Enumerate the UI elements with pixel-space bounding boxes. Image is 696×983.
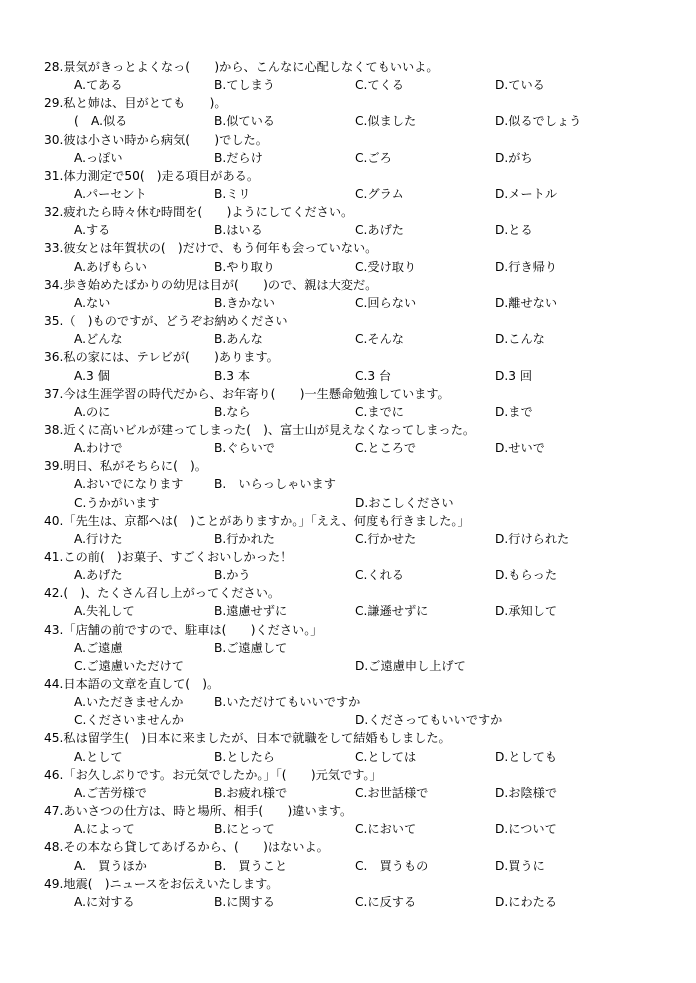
option-a: A.てある <box>74 78 123 93</box>
option-b: B.に関する <box>214 894 275 909</box>
question-stem: 33.彼女とは年賀状の( )だけで、もう何年も会っていない。 <box>44 241 378 256</box>
option-a: A.する <box>74 223 111 238</box>
option-c: C.グラム <box>355 187 404 202</box>
option-c: C.において <box>355 822 417 837</box>
option-d: D.行けられた <box>495 531 570 546</box>
option-d: D.ご遠慮申し上げて <box>355 658 466 673</box>
question-sheet <box>0 58 696 911</box>
option-d: D.もらった <box>495 568 558 583</box>
question-stem: 30.彼は小さい時から病気( )でした。 <box>44 132 268 147</box>
option-a: A.のに <box>74 404 111 419</box>
question-item <box>0 385 696 421</box>
option-d: D.ている <box>495 78 545 93</box>
option-c: C.に反する <box>355 894 417 909</box>
question-stem: 37.今は生涯学習の時代だから、お年寄り( )一生懸命勉強しています。 <box>44 386 450 401</box>
question-stem: 41.この前( )お菓子、すごくおいしかった！ <box>44 550 293 564</box>
question-item <box>0 766 696 802</box>
question-item <box>0 584 696 620</box>
answer-options <box>0 221 696 239</box>
option-d: D.にわたる <box>495 894 558 909</box>
option-a: A.失礼して <box>74 604 135 619</box>
option-a: A.ご遠慮 <box>74 640 123 655</box>
option-d: D.おこしください <box>355 495 454 510</box>
option-b: B.なら <box>214 404 251 419</box>
question-stem: 40.「先生は、京都へは( )ことがありますか。」「ええ、何度も行きました。」 <box>44 513 470 528</box>
question-stem: 35.（ )ものですが、どうぞお納めください <box>44 314 288 329</box>
question-item <box>0 729 696 765</box>
question-stem: 29.私と姉は、目がとても )。 <box>44 96 227 111</box>
question-stem: 45.私は留学生( )日本に来ましたが、日本で就職をして結婚もしました。 <box>44 731 451 746</box>
option-d: D.について <box>495 822 557 837</box>
option-c: C.ごろ <box>355 150 392 165</box>
question-stem: 47.あいさつの仕方は、時と場所、相手( )違います。 <box>44 804 353 819</box>
option-b: B.似ている <box>214 114 275 129</box>
option-c: C.としては <box>355 749 417 764</box>
question-item <box>0 312 696 348</box>
option-b: B.あんな <box>214 332 263 347</box>
option-d: D.がち <box>495 150 533 165</box>
option-d: D.こんな <box>495 332 545 347</box>
question-stem: 28.景気がきっとよくなっ( )から、こんなに心配しなくてもいいよ。 <box>44 60 439 74</box>
option-c: C.あげた <box>355 223 404 238</box>
option-b: B.てしまう <box>214 78 275 93</box>
question-stem: 44.日本語の文章を直して( )。 <box>44 677 220 692</box>
option-b: B.はいる <box>214 223 263 238</box>
option-a: A.っぽい <box>74 150 123 165</box>
question-item <box>0 239 696 275</box>
option-a: A.パーセント <box>74 187 147 202</box>
option-b: B.お疲れ様で <box>214 785 288 800</box>
option-c: C.てくる <box>355 78 404 93</box>
option-d: D.まで <box>495 404 533 419</box>
option-b: B.ぐらいで <box>214 441 275 456</box>
answer-options <box>0 693 696 711</box>
question-item <box>0 875 696 911</box>
answer-options <box>0 494 696 512</box>
option-b: B.にとって <box>214 822 275 837</box>
answer-options <box>0 367 696 385</box>
question-item <box>0 131 696 167</box>
option-c: C.くれる <box>355 568 404 583</box>
option-d: D.似るでしょう <box>495 114 582 129</box>
answer-options <box>0 566 696 584</box>
question-item <box>0 802 696 838</box>
option-a: A.どんな <box>74 332 123 347</box>
option-b: B.遠慮せずに <box>214 604 288 619</box>
answer-options <box>0 639 696 657</box>
question-item <box>0 421 696 457</box>
option-a: A.わけで <box>74 441 123 456</box>
question-item <box>0 203 696 239</box>
option-c: C.似ました <box>355 114 417 129</box>
question-stem: 39.明日、私がそちらに( )。 <box>44 459 207 474</box>
option-d: D.せいで <box>495 441 545 456</box>
answer-options <box>0 530 696 548</box>
option-c: C.そんな <box>355 332 404 347</box>
question-item <box>0 276 696 312</box>
option-a: A.行けた <box>74 531 123 546</box>
option-b: B.行かれた <box>214 531 275 546</box>
question-stem: 34.歩き始めたばかりの幼児は目が( )ので、親は大変だ。 <box>44 277 378 292</box>
answer-options <box>0 76 696 94</box>
option-d: D.お陰様で <box>495 785 558 800</box>
option-b: B.きかない <box>214 295 275 310</box>
question-item <box>0 167 696 203</box>
question-item <box>0 348 696 384</box>
question-stem: 42.( )、たくさん召し上がってください。 <box>44 586 281 601</box>
option-c: C.くださいませんか <box>74 713 184 728</box>
option-a: A.ご苦労様で <box>74 785 147 800</box>
question-stem: 32.疲れたら時々休む時間を( )ようにしてください。 <box>44 205 354 220</box>
option-b: B.ミリ <box>214 187 251 202</box>
option-b: B.やり取り <box>214 259 275 274</box>
option-d: D.メートル <box>495 187 558 202</box>
option-d: D.3 回 <box>495 368 533 383</box>
option-a: A.3 個 <box>74 368 110 383</box>
answer-options <box>0 258 696 276</box>
option-c: C.回らない <box>355 295 417 310</box>
answer-options <box>0 185 696 203</box>
option-b: B. いらっしゃいます <box>214 477 336 492</box>
question-item <box>0 94 696 130</box>
option-b: B. 買うこと <box>214 858 288 873</box>
option-a: ( A.似る <box>74 114 128 129</box>
option-c: C. 買うもの <box>355 858 429 873</box>
answer-options <box>0 784 696 802</box>
option-c: C.行かせた <box>355 531 417 546</box>
question-item <box>0 621 696 675</box>
option-c: C.ご遠慮いただけて <box>74 658 184 673</box>
option-d: D.としても <box>495 749 558 764</box>
answer-options <box>0 857 696 875</box>
question-item <box>0 548 696 584</box>
answer-options <box>0 294 696 312</box>
option-a: A.ない <box>74 295 111 310</box>
answer-options <box>0 149 696 167</box>
question-item <box>0 512 696 548</box>
option-d: D.離せない <box>495 295 558 310</box>
option-a: A.あげもらい <box>74 259 147 274</box>
option-c: C.受け取り <box>355 259 417 274</box>
question-stem: 48.その本なら貸してあげるから、( )はないよ。 <box>44 840 329 855</box>
question-item <box>0 457 696 511</box>
question-item <box>0 838 696 874</box>
question-item <box>0 58 696 94</box>
option-c: C.3 台 <box>355 368 392 383</box>
option-c: C.うかがいます <box>74 495 160 510</box>
question-item <box>0 675 696 729</box>
answer-options <box>0 439 696 457</box>
option-c: C.お世話様で <box>355 785 429 800</box>
answer-options <box>0 403 696 421</box>
answer-options <box>0 711 696 729</box>
answer-options <box>0 893 696 911</box>
question-stem: 36.私の家には、テレビが( )あります。 <box>44 350 279 365</box>
option-d: D.とる <box>495 223 533 238</box>
answer-options <box>0 475 696 493</box>
option-d: D.行き帰り <box>495 259 558 274</box>
question-stem: 38.近くに高いビルが建ってしまった( )、富士山が見えなくなってしまった。 <box>44 422 476 437</box>
option-d: D.くださってもいいですか <box>355 713 503 728</box>
option-d: D.承知して <box>495 604 558 619</box>
answer-options <box>0 602 696 620</box>
option-a: A.によって <box>74 822 135 837</box>
option-c: C.謙遜せずに <box>355 604 429 619</box>
answer-options <box>0 748 696 766</box>
option-b: B.ご遠慮して <box>214 640 288 655</box>
question-stem: 31.体力測定で50( )走る項目がある。 <box>44 168 260 183</box>
question-stem: 49.地震( )ニュースをお伝えいたします。 <box>44 876 279 891</box>
option-a: A.おいでになります <box>74 477 184 492</box>
option-b: B.としたら <box>214 749 275 764</box>
option-a: A.いただきませんか <box>74 695 184 710</box>
question-stem: 46.「お久しぶりです。お元気でしたか。」「( )元気です。」 <box>44 767 382 782</box>
answer-options <box>0 330 696 348</box>
option-a: A. 買うほか <box>74 858 147 873</box>
option-b: B.だらけ <box>214 150 263 165</box>
question-stem: 43.「店舗の前ですので、駐車は( )ください。」 <box>44 622 323 637</box>
option-d: D.買うに <box>495 858 545 873</box>
answer-options <box>0 820 696 838</box>
option-a: A.として <box>74 749 123 764</box>
answer-options <box>0 657 696 675</box>
option-a: A.に対する <box>74 894 135 909</box>
option-c: C.までに <box>355 404 404 419</box>
option-c: C.ところで <box>355 441 417 456</box>
option-a: A.あげた <box>74 568 123 583</box>
option-b: B.いただけてもいいですか <box>214 695 361 710</box>
option-b: B.3 本 <box>214 368 251 383</box>
option-b: B.かう <box>214 568 251 583</box>
answer-options <box>0 112 696 130</box>
